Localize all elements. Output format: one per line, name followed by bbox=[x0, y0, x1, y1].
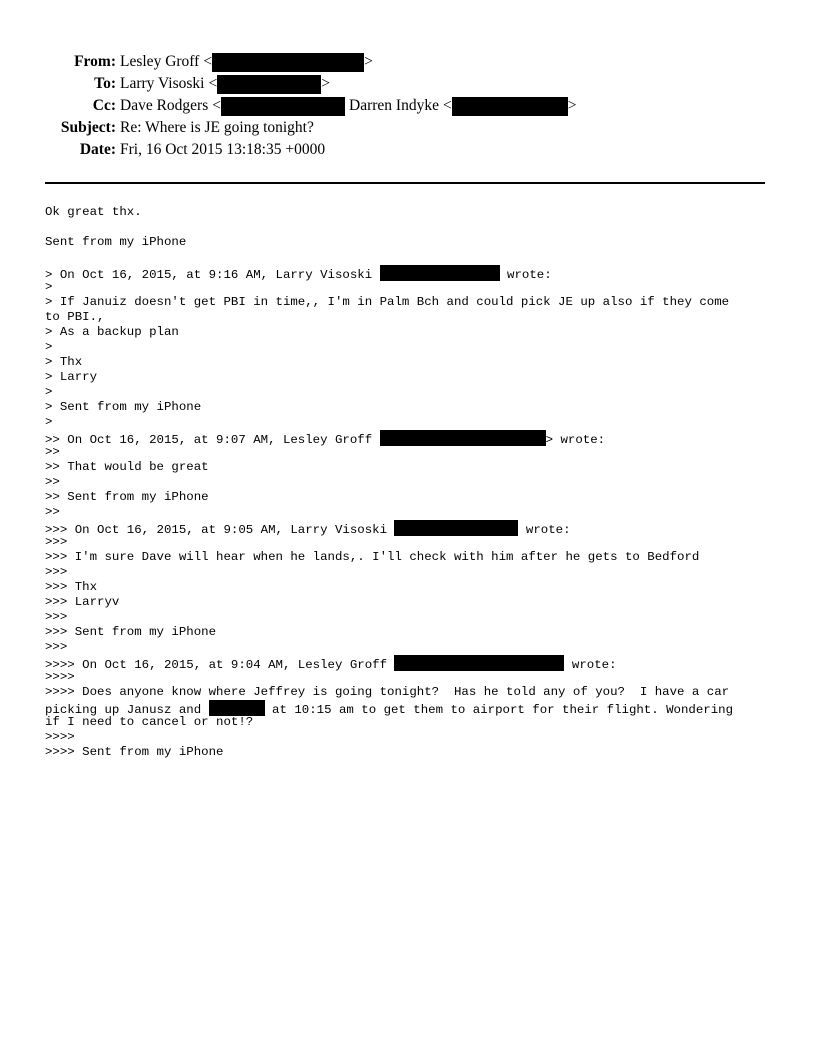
quote-attribution: > On Oct 16, 2015, at 9:16 AM, Larry Visoski wrote: bbox=[45, 265, 770, 280]
body-line: >> bbox=[45, 505, 60, 519]
body-line: >>>> bbox=[45, 670, 75, 684]
quote-attribution: >> On Oct 16, 2015, at 9:07 AM, Lesley Groff > wrote: bbox=[45, 430, 770, 445]
body-line: >> bbox=[45, 445, 60, 459]
subject-value: Re: Where is JE going tonight? bbox=[120, 119, 314, 136]
body-line: picking up Janusz and at 10:15 am to get them to airport for their flight. Wondering bbox=[45, 700, 770, 715]
body-line: > bbox=[45, 385, 53, 399]
to-name: Larry Visoski bbox=[120, 75, 205, 92]
body-line: >>> bbox=[45, 640, 68, 654]
body-line: if I need to cancel or not!? bbox=[45, 715, 254, 729]
to-label: To: bbox=[94, 75, 116, 92]
body-line: >>> I'm sure Dave will hear when he lands,. I'll check with him after he gets to Bedford bbox=[45, 550, 700, 564]
cc-label: Cc: bbox=[92, 97, 116, 114]
body-line: >>> bbox=[45, 535, 68, 549]
redaction-box bbox=[394, 655, 564, 671]
body-line: > Sent from my iPhone bbox=[45, 400, 202, 414]
body-line: >> bbox=[45, 475, 60, 489]
redaction-box bbox=[221, 97, 345, 116]
email-header bbox=[0, 51, 816, 161]
body-line: > bbox=[45, 415, 53, 429]
from-label: From: bbox=[74, 53, 116, 70]
cc-bracket-open-2: < bbox=[442, 97, 452, 114]
from-name: Lesley Groff bbox=[120, 53, 200, 70]
body-line: >>> Thx bbox=[45, 580, 98, 594]
date-row bbox=[0, 139, 816, 161]
body-line: > Thx bbox=[45, 355, 83, 369]
body-line: > If Januiz doesn't get PBI in time,, I'm in Palm Bch and could pick JE up also if they come bbox=[45, 295, 730, 309]
cc-name-1: Dave Rodgers bbox=[120, 97, 209, 114]
body-line: Ok great thx. bbox=[45, 205, 142, 219]
redaction-box bbox=[452, 97, 568, 116]
redaction-box bbox=[394, 520, 518, 536]
subject-row bbox=[0, 117, 816, 139]
cc-row bbox=[0, 95, 816, 117]
redaction-box bbox=[217, 75, 321, 94]
cc-bracket-open-1: < bbox=[212, 97, 221, 114]
body-line: to PBI., bbox=[45, 310, 105, 324]
redaction-box bbox=[212, 53, 364, 72]
body-line: >>> Larryv bbox=[45, 595, 120, 609]
cc-name-2: Darren Indyke bbox=[349, 97, 439, 114]
blank-line bbox=[45, 220, 770, 235]
body-line: >>>> Does anyone know where Jeffrey is going tonight? Has he told any of you? I have a car bbox=[45, 685, 730, 699]
body-line: >>> bbox=[45, 565, 68, 579]
from-bracket-close: > bbox=[364, 53, 373, 70]
to-bracket-open: < bbox=[208, 75, 218, 92]
body-line: Sent from my iPhone bbox=[45, 235, 187, 249]
body-line: >>>> Sent from my iPhone bbox=[45, 745, 224, 759]
blank-line bbox=[45, 250, 770, 265]
body-line: >>>> bbox=[45, 730, 75, 744]
body-line: >>> Sent from my iPhone bbox=[45, 625, 217, 639]
body-line: >> Sent from my iPhone bbox=[45, 490, 209, 504]
body-line: >> That would be great bbox=[45, 460, 209, 474]
date-label: Date: bbox=[79, 141, 116, 158]
from-bracket-open: < bbox=[203, 53, 213, 70]
subject-label: Subject: bbox=[60, 119, 116, 136]
from-row bbox=[0, 51, 816, 73]
header-divider bbox=[45, 182, 765, 184]
body-line: > As a backup plan bbox=[45, 325, 179, 339]
body-line: > Larry bbox=[45, 370, 98, 384]
body-line: > bbox=[45, 340, 53, 354]
email-body bbox=[45, 205, 770, 760]
to-row bbox=[0, 73, 816, 95]
redaction-box bbox=[209, 700, 265, 716]
date-value: Fri, 16 Oct 2015 13:18:35 +0000 bbox=[120, 141, 326, 158]
body-line: >>> bbox=[45, 610, 68, 624]
body-line: > bbox=[45, 280, 53, 294]
to-bracket-close: > bbox=[321, 75, 330, 92]
redaction-box bbox=[380, 265, 500, 281]
redaction-box bbox=[380, 430, 546, 446]
cc-bracket-close-2: > bbox=[567, 97, 577, 114]
quote-attribution: >>>> On Oct 16, 2015, at 9:04 AM, Lesley Groff wrote: bbox=[45, 655, 770, 670]
quote-attribution: >>> On Oct 16, 2015, at 9:05 AM, Larry Visoski wrote: bbox=[45, 520, 770, 535]
